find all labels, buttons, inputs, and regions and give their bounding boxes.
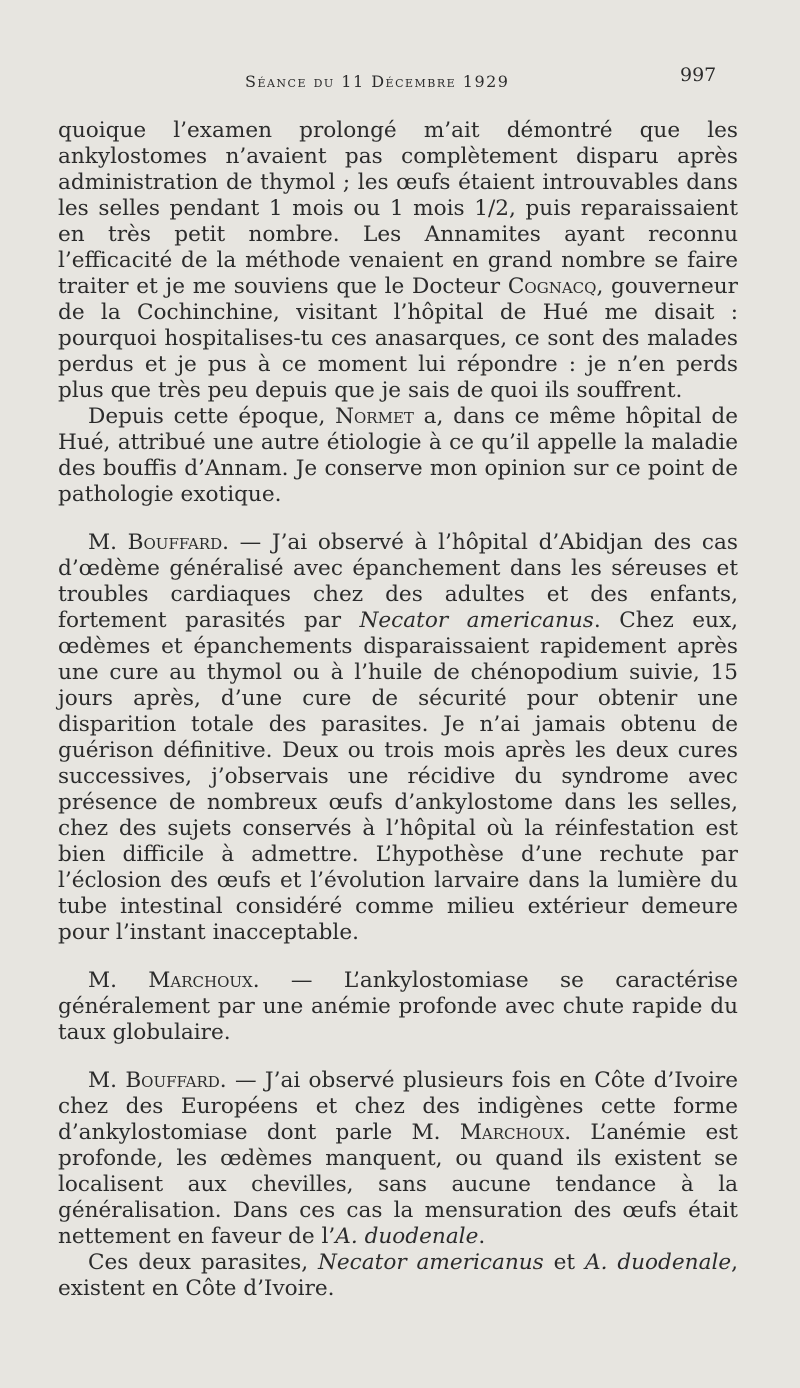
paragraph-continuation: quoique l’examen prolongé m’ait démontré que les ankylostomes n’avaient pas complètement disparu après administration de thymol ; les œufs étaient introuvables dans les selles pendant 1 mois ou 1 mois 1/2, puis reparaissaient en très petit nombre. Les Annamites ayant reconnu l’efficacité de la méthode venaient en grand nombre se faire traiter et je me souviens que le Docteur Cognacq, gouverneur de la Cochinchine, visitant l’hôpital de Hué me disait : pourquoi hospitalises-tu ces anasarques, ce sont des malades perdus et je pus à ce moment lui répondre : je n’en perds plus que très peu depuis que je sais de quoi ils souffrent. (58, 118, 738, 403)
species-name: Necator americanus (318, 1250, 544, 1275)
paragraph-conclusion: Ces deux parasites, Necator americanus et A. duodenale, existent en Côte d’Ivoire. (58, 1250, 738, 1301)
paragraph-bouffard-1: M. Bouffard. — J’ai observé à l’hôpital d’Abidjan des cas d’œdème généralisé avec épanchement dans les séreuses et troubles cardiaques chez des adultes et des enfants, fortement parasités par Necator americanus. Chez eux, œdèmes et épanchements disparaissaient rapidement après une cure au thymol ou à l’huile de chénopodium suivie, 15 jours après, d’une cure de sécurité pour obtenir une disparition totale des parasites. Je n’ai jamais obtenu de guérison définitive. Deux ou trois mois après les deux cures successives, j’observais une récidive du syndrome avec présence de nombreux œufs d’ankylostome dans les selles, chez des sujets conservés à l’hôpital où la réinfestation est bien difficile à admettre. L’hypothèse d’une rechute par l’éclosion des œufs et l’évolution larvaire dans la lumière du tube intestinal considéré comme milieu extérieur demeure pour l’instant inacceptable. (58, 530, 738, 945)
body-text (58, 118, 738, 1302)
running-title: Séance du 11 Décembre 1929 (245, 72, 510, 91)
paragraph-bouffard-2: M. Bouffard. — J’ai observé plusieurs fois en Côte d’Ivoire chez des Européens et chez des indigènes cette forme d’ankylostomiase dont parle M. Marchoux. L’anémie est profonde, les œdèmes manquent, ou quand ils existent se localisent aux chevilles, sans aucune tendance à la généralisation. Dans ces cas la mensuration des œufs était nettement en faveur de l’A. duodenale. (58, 1068, 738, 1249)
speaker-name: Marchoux (148, 968, 253, 993)
page-header (0, 58, 800, 98)
person-name: Marchoux (459, 1120, 565, 1145)
species-name: A. duodenale (584, 1250, 732, 1275)
species-name: Necator americanus (359, 608, 594, 633)
bottom-margin (0, 1250, 800, 1388)
speaker-name: Bouffard (125, 1068, 220, 1093)
person-name: Normet (335, 404, 414, 429)
person-name: Cognacq (507, 274, 597, 299)
speaker-name: Bouffard (127, 530, 223, 555)
paragraph-normet: Depuis cette époque, Normet a, dans ce même hôpital de Hué, attribué une autre étiologie à ce qu’il appelle la maladie des bouffis d’Annam. Je conserve mon opinion sur ce point de pathologie exotique. (58, 404, 738, 507)
paragraph-marchoux: M. Marchoux. — L’ankylostomiase se caractérise généralement par une anémie profonde avec chute rapide du taux globulaire. (58, 968, 738, 1045)
species-name: A. duodenale (335, 1224, 479, 1249)
page-number: 997 (680, 64, 717, 86)
